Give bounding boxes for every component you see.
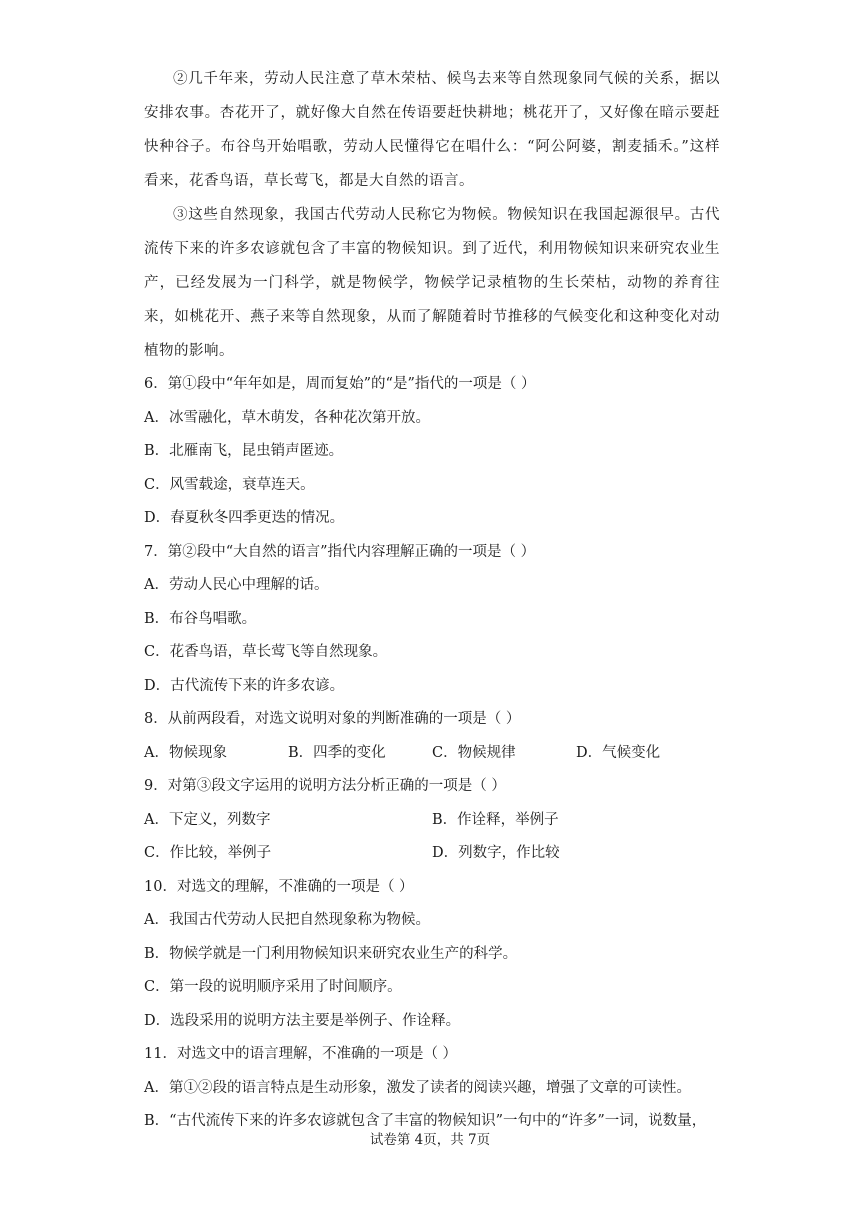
question-7: [144, 536, 720, 704]
option-c: C．物候规律: [432, 744, 516, 761]
question-9: [144, 770, 720, 871]
question-11: [144, 1038, 720, 1139]
question-stem: 6．第①段中“年年如是，周而复始”的“是”指代的一项是（ ）: [144, 376, 536, 392]
option-d: D．古代流传下来的许多农谚。: [144, 677, 345, 694]
question-stem: 7．第②段中“大自然的语言”指代内容理解正确的一项是（ ）: [144, 543, 536, 560]
option-a: A．我国古代劳动人民把自然现象称为物候。: [144, 912, 430, 928]
option-c: C．花香鸟语，草长莺飞等自然现象。: [144, 644, 388, 660]
options-row: [144, 737, 720, 771]
options-row: [144, 804, 720, 838]
question-stem: 9．对第③段文字运用的说明方法分析正确的一项是（ ）: [144, 778, 506, 794]
option-b: B．北雁南飞，昆虫销声匿迹。: [144, 443, 344, 459]
passage-paragraph-3: ③这些自然现象，我国古代劳动人民称它为物候。物候知识在我国起源很早。古代流传下来的许多农谚就包含了丰富的物候知识。到了近代，利用物候知识来研究农业生产，已经发展为一门科学，就是物候学，物候学记录植物的生长荣枯，动物的养育往来，如桃花开、燕子来等自然现象，从而了解随着时节推移的气候变化和这种变化对动植物的影响。: [144, 207, 720, 359]
exam-page: [144, 62, 720, 1139]
options-row: [144, 837, 720, 871]
question-8: [144, 703, 720, 770]
passage-paragraph-2: ②几千年来，劳动人民注意了草木荣枯、候鸟去来等自然现象同气候的关系，据以安排农事。杏花开了，就好像大自然在传语要赶快耕地；桃花开了，又好像在暗示要赶快种谷子。布谷鸟开始唱歌，劳动人民懂得它在唱什么：“阿公阿婆，割麦插禾。”这样看来，花香鸟语，草长莺飞，都是大自然的语言。: [144, 71, 720, 189]
question-stem: 8．从前两段看，对选文说明对象的判断准确的一项是（ ）: [144, 711, 521, 727]
question-10: [144, 871, 720, 1039]
question-stem: 10．对选文的理解，不准确的一项是（ ）: [144, 878, 414, 895]
option-d: D．气候变化: [576, 744, 661, 761]
option-a: A．下定义，列数字: [144, 811, 271, 828]
option-b: B．四季的变化: [288, 744, 386, 761]
option-c: C．作比较，举例子: [144, 845, 272, 861]
page-footer: 试卷第 4页，共 7页: [369, 1132, 491, 1148]
option-a: A．冰雪融化，草木萌发，各种花次第开放。: [144, 409, 430, 426]
option-a: A．物候现象: [144, 744, 227, 761]
option-a: A．第①②段的语言特点是生动形象，激发了读者的阅读兴趣，增强了文章的可读性。: [144, 1079, 691, 1096]
option-d: D．春夏秋冬四季更迭的情况。: [144, 510, 345, 526]
option-c: C．第一段的说明顺序采用了时间顺序。: [144, 979, 402, 995]
option-a: A．劳动人民心中理解的话。: [144, 577, 329, 593]
option-b: B．物候学就是一门利用物候知识来研究农业生产的科学。: [144, 945, 518, 962]
option-c: C．风雪载途，衰草连天。: [144, 476, 315, 493]
option-b: B．布谷鸟唱歌。: [144, 610, 257, 627]
option-b: B．作诠释，举例子: [432, 811, 559, 828]
question-stem: 11．对选文中的语言理解，不准确的一项是（ ）: [144, 1046, 458, 1062]
option-b: B．“古代流传下来的许多农谚就包含了丰富的物候知识”一句中的“许多”一词，说数量，: [144, 1113, 707, 1129]
option-d: D．选段采用的说明方法主要是举例子、作诠释。: [144, 1012, 461, 1029]
question-6: [144, 368, 720, 536]
option-d: D．列数字，作比较: [432, 845, 560, 861]
